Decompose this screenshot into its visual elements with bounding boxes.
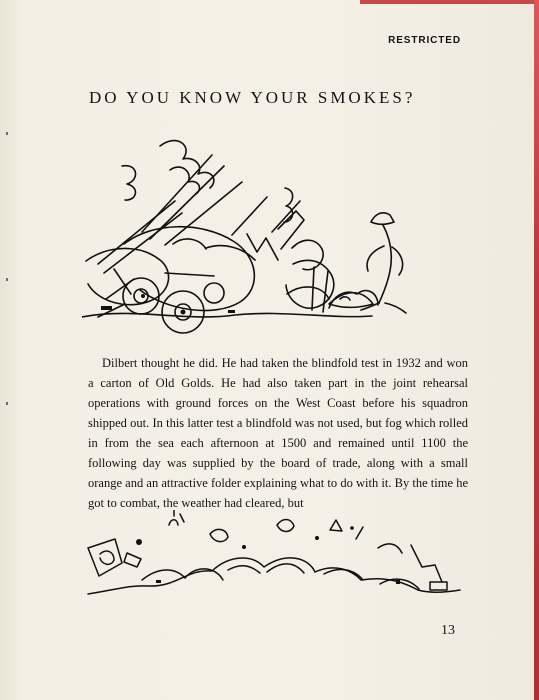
- binding-mark: [6, 132, 8, 135]
- battlefield-cartoon: [84, 510, 464, 605]
- binding-mark: [6, 278, 8, 281]
- red-cover-edge-right: [534, 0, 539, 700]
- body-paragraph: Dilbert thought he did. He had taken the blindfold test in 1932 and won a carton of Old Golds. He had also taken part in the joint rehearsal operations with ground forces on the West Coast before his squadron shipped out. In this latter test a blindfold was not used, but fog which rolled in from the sea each afternoon at 1500 and remained until 1100 the following day was supplied by the board of trade, along with a small orange and an attractive folder explaining what to do with it. By the time he got to combat, the weather had cleared, but: [88, 356, 468, 510]
- classification-label: RESTRICTED: [388, 35, 461, 46]
- binding-mark: [6, 402, 8, 405]
- page-title: DO YOU KNOW YOUR SMOKES?: [89, 88, 416, 107]
- artillery-cartoon: [82, 128, 442, 338]
- page-number: 13: [441, 623, 455, 638]
- red-cover-edge-top: [360, 0, 539, 4]
